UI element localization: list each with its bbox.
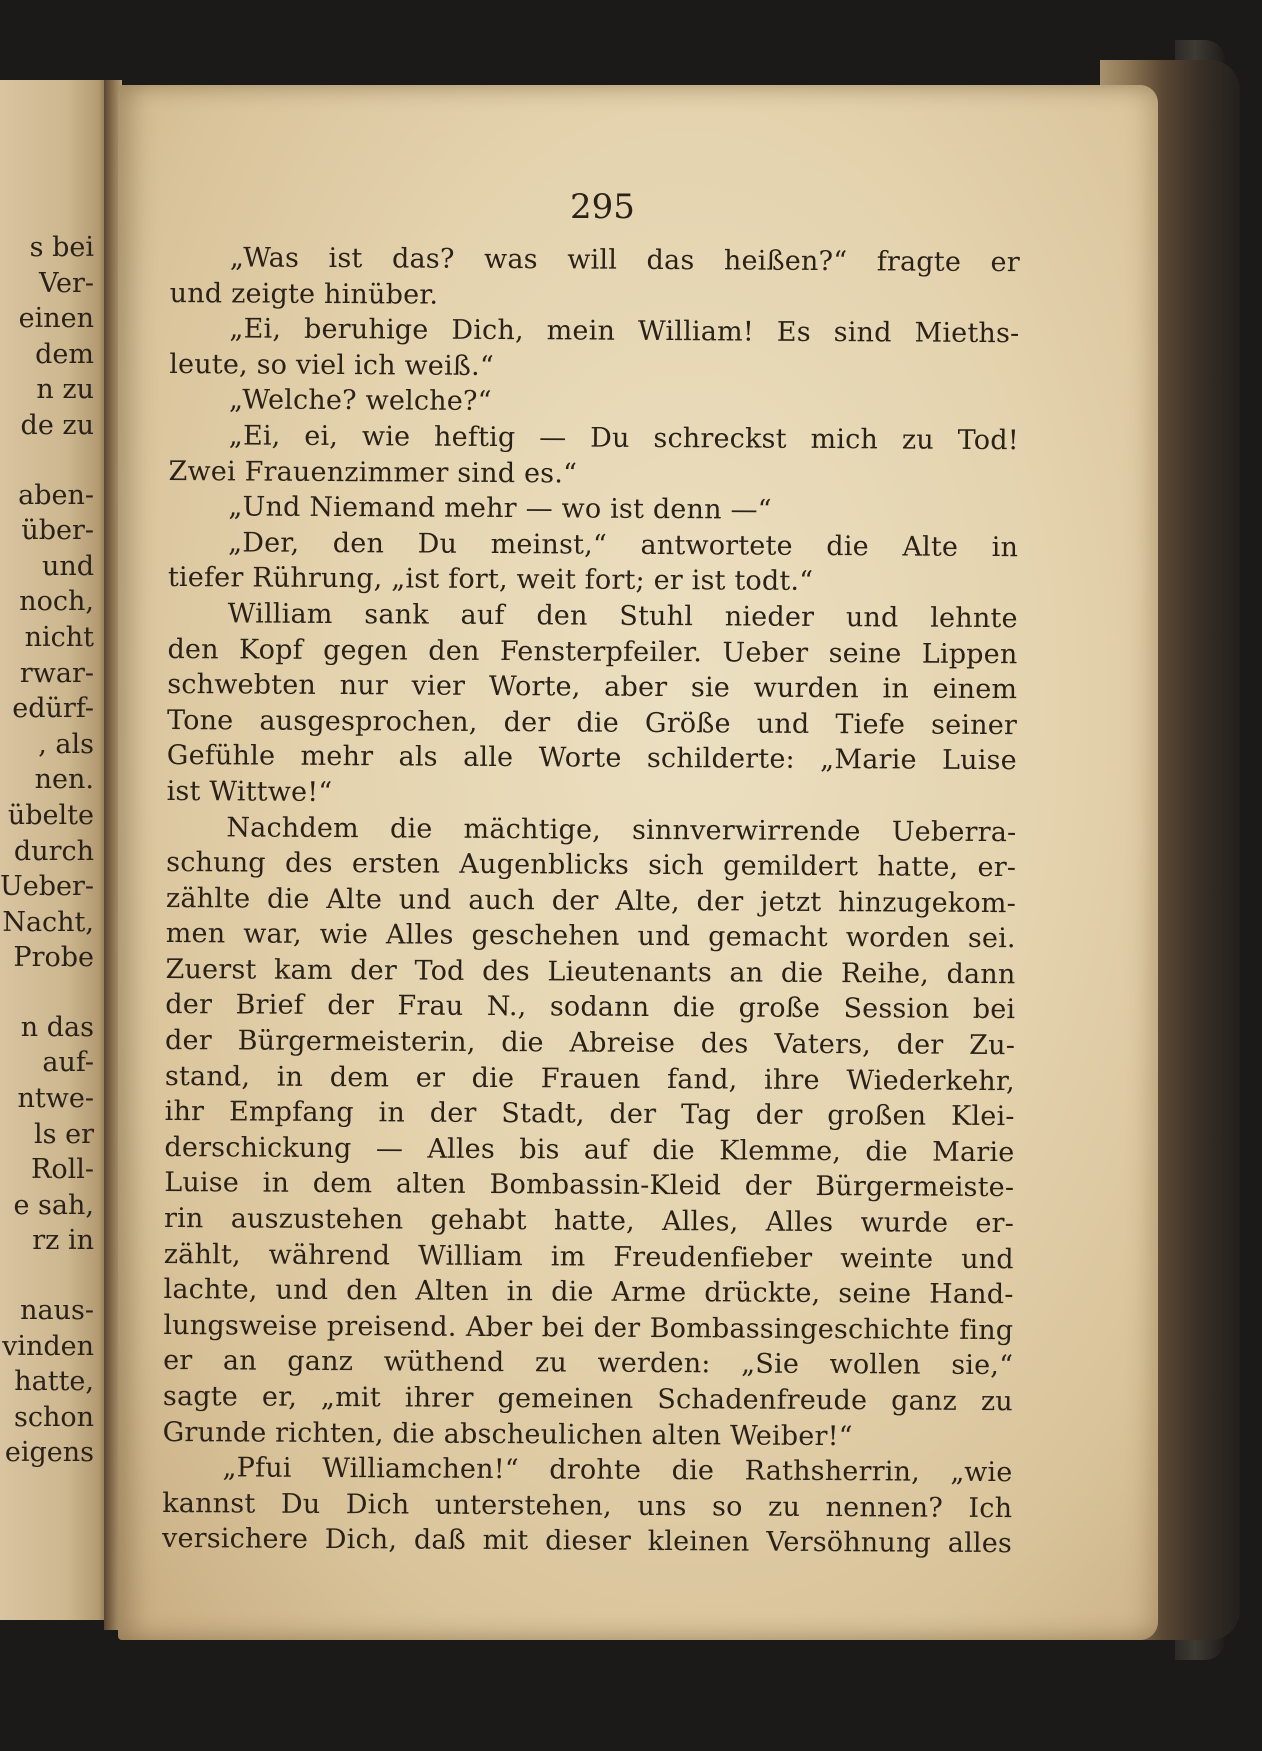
text-line: men war, wie Alles geschehen und gemacht worden sei. <box>165 918 1016 955</box>
text-line: lachte, und den Alten in die Arme drückte, seine Hand- <box>163 1274 1014 1311</box>
left-page-fragment: nen. <box>34 764 94 796</box>
left-page-fragment: rz in <box>32 1225 94 1257</box>
text-line: Zuerst kam der Tod des Lieutenants an die Reihe, dann <box>165 953 1016 991</box>
left-page-fragment: n zu <box>36 374 94 406</box>
text-line: schwebten nur vier Worte, aber sie wurden in einem <box>167 669 1018 706</box>
left-page-fragment: s bei <box>29 232 94 263</box>
left-page-fragment: und <box>41 550 94 582</box>
left-page-fragment: Ver- <box>38 267 94 299</box>
text-line: „Und Niemand mehr — wo ist denn —“ <box>228 491 772 526</box>
text-line: rin auszustehen gehabt hatte, Alles, Alles wurde er- <box>163 1203 1015 1240</box>
left-page-fragment: eigens <box>4 1437 94 1469</box>
left-page-fragment: , als <box>38 728 94 760</box>
text-line: Zwei Frauenzimmer sind es.“ <box>168 455 578 490</box>
left-page-fragment: n das <box>20 1011 94 1043</box>
text-line: Gefühle mehr als alle Worte schilderte: „Marie Luise <box>166 740 1017 777</box>
left-page-fragment: edürf- <box>12 693 94 725</box>
text-line: den Kopf gegen den Fensterpfeiler. Ueber seine Lippen <box>167 633 1018 670</box>
left-page-fragment: schon <box>13 1401 94 1433</box>
text-line: sagte er, „mit ihrer gemeinen Schadenfreude ganz zu <box>162 1380 1014 1418</box>
text-line: zählte die Alte und auch der Alte, der jetzt hinzugekom- <box>165 882 1017 919</box>
left-page-fragment: vinden <box>2 1330 94 1362</box>
text-line: leute, so viel ich weiß.“ <box>169 348 494 382</box>
text-line: und zeigte hinüber. <box>169 277 439 311</box>
left-page-fragment: Roll- <box>31 1154 94 1186</box>
text-line: stand, in dem er die Frauen fand, ihre Wiederkehr, <box>164 1060 1015 1097</box>
text-line: Nachdem die mächtige, sinnverwirrende Ueberra- <box>226 811 1017 848</box>
left-page-fragment: naus- <box>20 1295 94 1327</box>
left-page-fragment: über- <box>21 515 94 547</box>
left-page-fragment: hatte, <box>14 1366 94 1398</box>
text-line: der Brief der Frau N., sodann die große Session bei <box>165 989 1016 1026</box>
text-line: zählt, während William im Freudenfieber weinte und <box>163 1238 1014 1275</box>
text-line: Grunde richten, die abscheulichen alten Weiber!“ <box>162 1416 853 1452</box>
text-line: Luise in dem alten Bombassin-Kleid der Bürgermeiste- <box>164 1167 1015 1204</box>
page-number: 295 <box>570 187 635 227</box>
text-line: er an ganz wüthend zu werden: „Sie wollen sie,“ <box>163 1345 1014 1382</box>
left-page-fragment: einen <box>18 303 94 335</box>
text-line: kannst Du Dich unterstehen, uns so zu nennen? Ich <box>162 1487 1013 1524</box>
left-page-fragment: e sah, <box>13 1189 94 1221</box>
text-line: „Ei, ei, wie heftig — Du schreckst mich zu Tod! <box>228 420 1019 457</box>
left-page-fragment: ntwe- <box>17 1083 94 1115</box>
left-page-edge <box>0 80 112 1620</box>
left-page-fragment: Nacht, <box>2 906 94 938</box>
text-line: schung des ersten Augenblicks sich gemildert hatte, er- <box>166 847 1017 884</box>
text-line: derschickung — Alles bis auf die Klemme, die Marie <box>164 1131 1015 1169</box>
text-line: „Pfui Williamchen!“ drohte die Rathsherrin, „wie <box>222 1452 1013 1489</box>
text-line: ist Wittwe!“ <box>166 775 333 808</box>
text-line: „Ei, beruhige Dich, mein William! Es sind Mieths- <box>229 313 1020 350</box>
left-page-fragment: ls er <box>34 1118 94 1150</box>
left-page-fragment: aben- <box>18 479 94 511</box>
left-page-fragment: übelte <box>7 799 94 831</box>
text-line: der Bürgermeisterin, die Abreise des Vaters, der Zu- <box>165 1025 1016 1062</box>
left-page-fragment: de zu <box>20 409 94 441</box>
body-text <box>162 240 1020 1562</box>
left-page-fragment: durch <box>13 835 94 867</box>
left-page-fragment: Ueber- <box>0 871 94 903</box>
text-line: „Der, den Du meinst,“ antwortete die Alte in <box>228 527 1019 563</box>
text-line: versichere Dich, daß mit dieser kleinen Versöhnung alles <box>161 1523 1013 1560</box>
left-page-fragment: auf- <box>42 1047 94 1079</box>
left-page-fragment: noch, <box>19 586 94 618</box>
left-page-fragment: Probe <box>13 942 94 974</box>
text-line: William sank auf den Stuhl nieder und lehnte <box>227 598 1018 635</box>
text-line: „Was ist das? was will das heißen?“ fragte er <box>229 242 1020 279</box>
text-line: lungsweise preisend. Aber bei der Bombassingeschichte fing <box>163 1309 1014 1346</box>
text-line: Tone ausgesprochen, der die Größe und Tiefe seiner <box>166 704 1018 741</box>
text-line: tiefer Rührung, „ist fort, weit fort; er ist todt.“ <box>167 562 814 598</box>
left-page-fragment: nicht <box>24 621 94 653</box>
text-line: „Welche? welche?“ <box>228 384 492 418</box>
left-page-fragment: dem <box>35 338 94 370</box>
left-page-fragment: rwar- <box>19 657 94 689</box>
text-line: ihr Empfang in der Stadt, der Tag der großen Klei- <box>164 1096 1015 1133</box>
left-page-text <box>0 230 94 1471</box>
